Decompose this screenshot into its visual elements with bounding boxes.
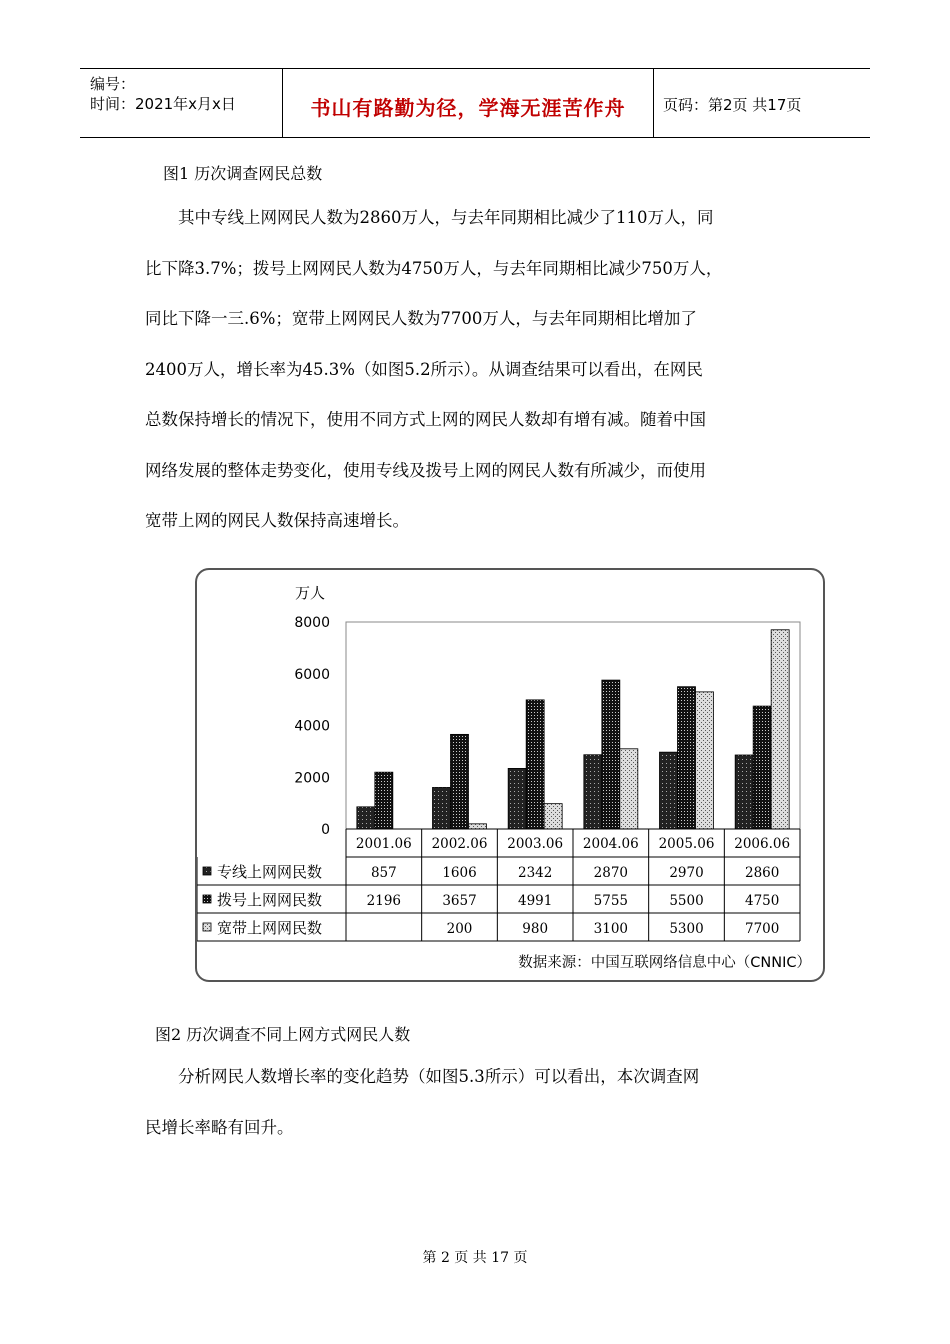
data-value-label: 2860 xyxy=(744,865,780,881)
x-category-label: 2001.06 xyxy=(355,836,412,852)
bar-2 xyxy=(602,680,620,829)
y-axis-unit-label: 万人 xyxy=(295,584,326,602)
paragraph-line: 总数保持增长的情况下，使用不同方式上网的网民人数却有增有减。随着中国 xyxy=(145,410,706,429)
y-tick-label: 8000 xyxy=(294,615,330,631)
paragraph-line: 宽带上网的网民人数保持高速增长。 xyxy=(145,511,409,530)
y-tick-label: 6000 xyxy=(294,666,330,683)
data-value-label: 2970 xyxy=(669,865,704,881)
data-value-label: 980 xyxy=(522,921,549,937)
paragraph-line: 分析网民人数增长率的变化趋势（如图5.3所示）可以看出，本次调查网 xyxy=(178,1067,700,1086)
bar-2 xyxy=(526,700,544,829)
page-footer: 第 2 页 共 17 页 xyxy=(422,1250,528,1266)
header-page-number: 页码：第2页 共17页 xyxy=(663,96,802,114)
paragraph-line: 民增长率略有回升。 xyxy=(145,1117,294,1137)
doc-time-label: 时间：2021年x月x日 xyxy=(90,95,236,113)
doc-number-label: 编号： xyxy=(90,75,136,93)
x-category-label: 2002.06 xyxy=(431,836,488,852)
legend-label: 宽带上网网民数 xyxy=(217,919,323,937)
legend-swatch-3 xyxy=(203,923,211,931)
data-value-label: 3657 xyxy=(442,893,477,909)
data-value-label: 5500 xyxy=(669,893,704,909)
legend-label: 拨号上网网民数 xyxy=(217,891,323,909)
paragraph-line: 其中专线上网网民人数为2860万人，与去年同期相比减少了110万人，同 xyxy=(178,208,714,227)
bar-3 xyxy=(620,749,638,829)
data-value-label: 857 xyxy=(370,865,397,881)
bar-1 xyxy=(433,787,451,829)
paragraph-line: 网络发展的整体走势变化，使用专线及拨号上网的网民人数有所减少，而使用 xyxy=(145,460,706,480)
bar-3 xyxy=(469,824,487,829)
data-value-label: 4991 xyxy=(517,893,553,909)
x-category-label: 2006.06 xyxy=(734,836,791,852)
paragraph-line: 2400万人，增长率为45.3%（如图5.2所示）。从调查结果可以看出，在网民 xyxy=(145,359,703,379)
bar-3 xyxy=(696,692,714,829)
y-tick-label: 2000 xyxy=(294,770,330,787)
bar-2 xyxy=(678,687,696,829)
bar-2 xyxy=(375,772,393,829)
bar-2 xyxy=(451,734,469,829)
data-value-label: 2196 xyxy=(366,893,402,909)
paragraph-line: 比下降3.7%；拨号上网网民人数为4750万人，与去年同期相比减少750万人， xyxy=(145,258,723,278)
plot-area xyxy=(346,622,800,829)
legend-swatch-1 xyxy=(203,867,211,875)
y-tick-label: 4000 xyxy=(294,718,330,735)
x-category-label: 2004.06 xyxy=(582,836,639,852)
header-page-cell xyxy=(653,69,870,137)
bar-3 xyxy=(544,804,562,829)
data-value-label: 200 xyxy=(446,921,473,937)
bar-1 xyxy=(735,755,753,829)
bar-2 xyxy=(753,706,771,829)
bar-1 xyxy=(584,755,602,829)
bar-1 xyxy=(508,768,526,829)
data-value-label: 5300 xyxy=(669,921,704,937)
bar-1 xyxy=(660,752,678,829)
y-tick-label: 0 xyxy=(321,822,330,838)
data-value-label: 2870 xyxy=(593,865,629,881)
bar-1 xyxy=(357,807,375,829)
bar-chart-frame xyxy=(195,568,825,982)
bar-chart xyxy=(197,570,823,980)
data-value-label: 1606 xyxy=(442,865,477,881)
page-header xyxy=(80,68,870,138)
header-motto-cell xyxy=(282,69,654,137)
figure2-caption: 图2 历次调查不同上网方式网民人数 xyxy=(155,1025,411,1044)
x-category-label: 2003.06 xyxy=(507,836,564,852)
bar-3 xyxy=(771,630,789,829)
paragraph-line: 同比下降一三.6%；宽带上网网民人数为7700万人，与去年同期相比增加了 xyxy=(145,309,697,328)
data-value-label: 5755 xyxy=(593,893,629,909)
x-category-label: 2005.06 xyxy=(658,836,715,852)
data-value-label: 3100 xyxy=(593,921,629,937)
legend-swatch-2 xyxy=(203,895,211,903)
legend-label: 专线上网网民数 xyxy=(217,863,323,881)
chart-source-note: 数据来源：中国互联网络信息中心（CNNIC） xyxy=(518,955,811,971)
header-meta-cell xyxy=(80,69,282,137)
data-value-label: 7700 xyxy=(744,921,780,937)
data-value-label: 2342 xyxy=(517,865,553,881)
paragraph-2 xyxy=(145,1052,805,1153)
paragraph-1 xyxy=(145,193,805,547)
figure1-caption: 图1 历次调查网民总数 xyxy=(163,164,323,183)
header-motto: 书山有路勤为径，学海无涯苦作舟 xyxy=(310,96,626,120)
data-value-label: 4750 xyxy=(744,893,780,909)
